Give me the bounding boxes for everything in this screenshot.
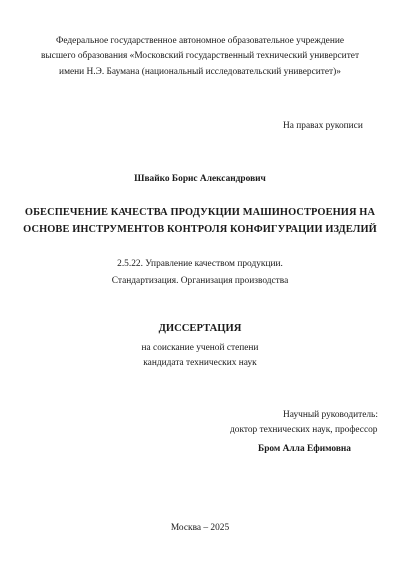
- header-line-2: высшего образования «Московский государственный технический университет: [40, 51, 360, 61]
- work-type-heading: ДИССЕРТАЦИЯ: [158, 323, 242, 334]
- specialty-line-2: Стандартизация. Организация производства: [111, 276, 289, 286]
- header-line-1: Федеральное государственное автономное образовательное учреждение: [55, 36, 345, 46]
- header-line-3: имени Н.Э. Баумана (национальный исследовательский университет)»: [59, 67, 341, 77]
- work-type-line-2: кандидата технических наук: [143, 358, 257, 368]
- rights-note: На правах рукописи: [283, 121, 363, 131]
- supervisor-name: Бром Алла Ефимовна: [258, 444, 351, 454]
- work-type-line-1: на соискание ученой степени: [141, 343, 259, 353]
- city-year: Москва – 2025: [170, 523, 230, 533]
- supervisor-label: Научный руководитель:: [283, 410, 378, 420]
- title-line-1: ОБЕСПЕЧЕНИЕ КАЧЕСТВА ПРОДУКЦИИ МАШИНОСТРОЕНИЯ НА: [24, 207, 376, 218]
- author-name: Швайко Борис Александрович: [134, 174, 266, 184]
- title-line-2: ОСНОВЕ ИНСТРУМЕНТОВ КОНТРОЛЯ КОНФИГУРАЦИИ ИЗДЕЛИЙ: [23, 224, 377, 235]
- specialty-line-1: 2.5.22. Управление качеством продукции.: [117, 259, 283, 269]
- supervisor-degree: доктор технических наук, профессор: [230, 425, 378, 435]
